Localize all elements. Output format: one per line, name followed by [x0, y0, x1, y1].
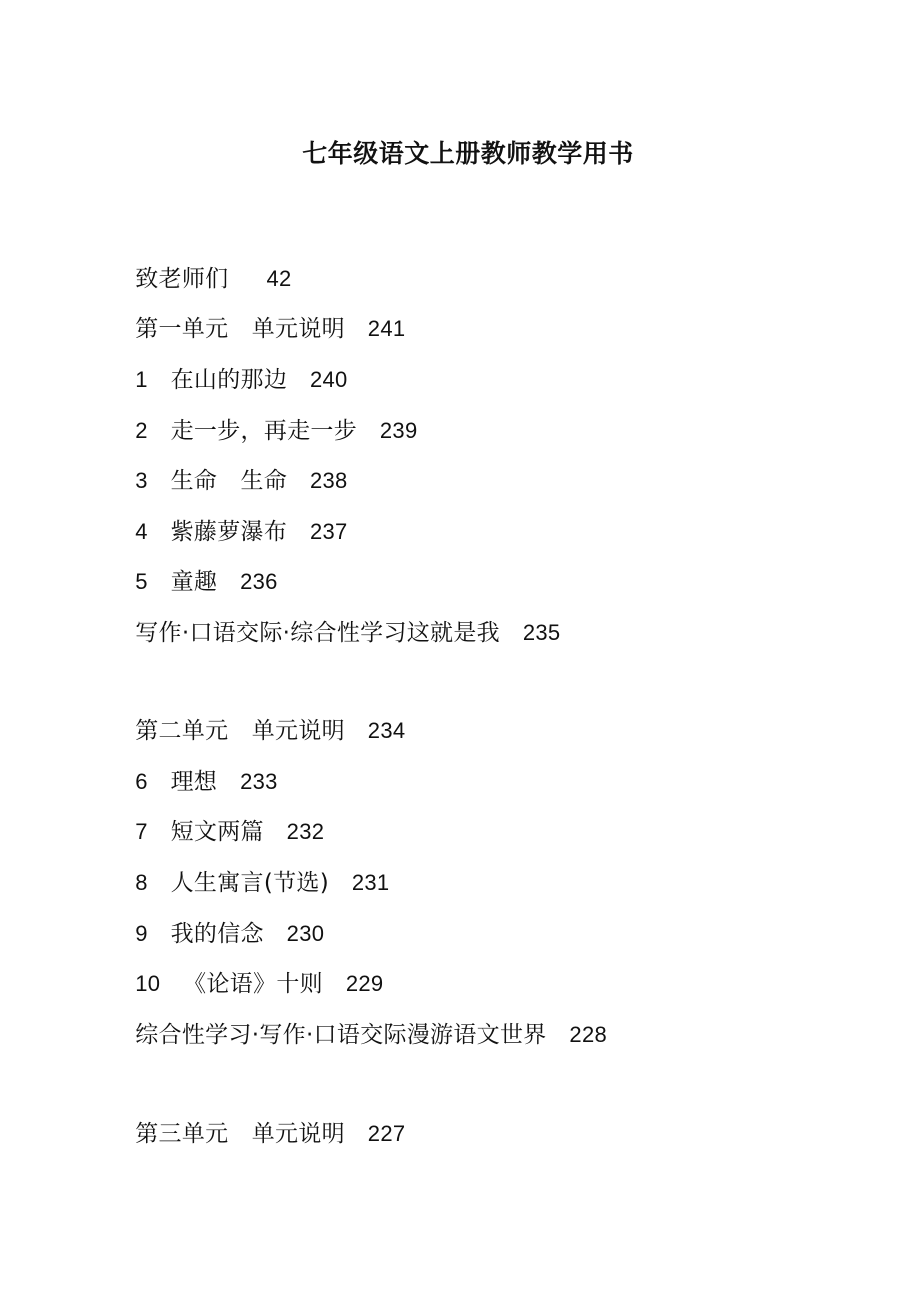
toc-entry-activity-1	[120, 588, 560, 648]
toc-entry-text: 写作·口语交际·综合性学习这就是我	[135, 620, 500, 646]
toc-entry-number: 1	[135, 367, 148, 392]
toc-entry-text: 《论语》十则	[183, 971, 323, 997]
toc-entry-text: 第三单元 单元说明	[135, 1121, 345, 1147]
toc-entry-page: 235	[522, 620, 561, 645]
toc-entry-number: 2	[135, 418, 148, 443]
toc-entry-text: 我的信念	[170, 921, 264, 947]
toc-entry-text: 第一单元 单元说明	[135, 316, 345, 342]
toc-entry-number: 9	[135, 921, 148, 946]
toc-entry-text: 走一步，再走一步	[170, 418, 358, 444]
toc-entry-number: 10	[135, 971, 161, 996]
toc-entry-page: 233	[240, 769, 278, 794]
toc-entry-text: 第二单元 单元说明	[135, 718, 345, 744]
toc-entry-page: 239	[379, 418, 418, 443]
toc-entry-number: 8	[135, 870, 148, 895]
toc-entry-text: 短文两篇	[170, 819, 264, 845]
toc-entry-unit-3	[120, 1089, 405, 1149]
toc-entry-text: 在山的那边	[170, 367, 288, 393]
toc-entry-page: 238	[309, 468, 348, 493]
toc-entry-text: 紫藤萝瀑布	[170, 519, 288, 545]
toc-entry-page: 240	[309, 367, 348, 392]
toc-entry-text: 生命 生命	[170, 468, 288, 494]
toc-entry-number: 7	[135, 819, 148, 844]
toc-entry-number: 5	[135, 569, 148, 594]
toc-entry-activity-2	[120, 990, 607, 1050]
toc-entry-number: 4	[135, 519, 148, 544]
toc-entry-page: 227	[367, 1121, 406, 1146]
toc-entry-text: 综合性学习·写作·口语交际漫游语文世界	[135, 1022, 547, 1048]
toc-entry-text: 致老师们	[135, 266, 229, 292]
toc-entry-page: 231	[351, 870, 390, 895]
toc-entry-page: 237	[309, 519, 348, 544]
toc-entry-page: 232	[286, 819, 325, 844]
toc-entry-page: 228	[569, 1022, 608, 1047]
toc-entry-number: 6	[135, 769, 148, 794]
toc-entry-page: 42	[266, 266, 292, 291]
toc-entry-page: 234	[367, 718, 406, 743]
toc-entry-page: 236	[240, 569, 278, 594]
toc-entry-page: 241	[367, 316, 406, 341]
toc-entry-number: 3	[135, 468, 148, 493]
toc-entry-page: 230	[286, 921, 325, 946]
toc-entry-page: 229	[345, 971, 384, 996]
toc-entry-text: 童趣	[170, 569, 218, 595]
page-title: 七年级语文上册教师教学用书	[302, 139, 634, 168]
toc-entry-text: 人生寓言(节选)	[170, 870, 329, 896]
toc-entry-text: 理想	[170, 769, 218, 795]
